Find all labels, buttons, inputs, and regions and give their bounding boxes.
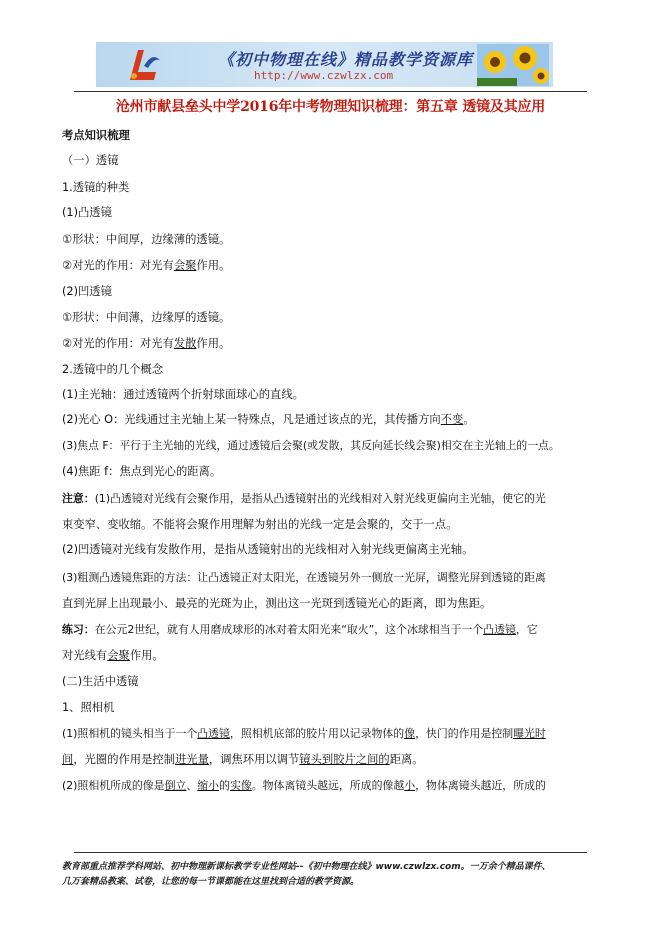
text-run: 的 — [219, 779, 230, 792]
text-line — [62, 491, 546, 507]
header-rule — [74, 91, 587, 92]
text-run: 作用。 — [196, 337, 231, 350]
text-run: ，照相机底部的胶片用以记录物体的 — [229, 727, 405, 740]
text-run: 对光线有 — [62, 649, 108, 662]
document-title: 沧州市献县垒头中学2016年中考物理知识梳理：第五章 透镜及其应用 — [115, 99, 546, 115]
text-run: ②对光的作用：对光有 — [62, 259, 174, 272]
text-run: (1)凸透镜对光线有会聚作用，是指从凸透镜射出的光线相对入射光线更偏向主光轴，使它的光 — [94, 492, 546, 505]
underlined-answer: 凸透镜 — [197, 727, 230, 740]
text-line — [62, 336, 230, 352]
site-logo — [124, 46, 162, 84]
text-run: ，光圈的作用是控制 — [73, 753, 175, 766]
text-line: （一）透镜 — [62, 154, 119, 167]
exercise-label: 练习： — [62, 623, 95, 636]
underlined-answer: 凸透镜 — [483, 623, 516, 636]
text-line: 束变窄、变收缩。不能将会聚作用理解为射出的光线一定是会聚的，交于一点。 — [62, 518, 458, 531]
text-line — [62, 412, 475, 428]
banner-url[interactable]: http://www.czwlzx.com — [254, 69, 394, 82]
underlined-answer: 像 — [404, 727, 416, 740]
text-line: (2)凹透镜 — [62, 285, 112, 298]
underlined-answer: 实像 — [229, 779, 252, 792]
text-line — [62, 622, 538, 638]
underlined-answer: 进光量 — [175, 753, 209, 766]
underlined-answer: 倒立 — [164, 779, 187, 792]
footer-line: 教育部重点推荐学科网站、初中物理新课标教学专业性网站--《初中物理在线》www.czwlzx.com。一万余个精品课件、 — [62, 862, 551, 872]
text-run: (1)照相机的镜头相当于一个 — [62, 727, 198, 740]
text-run: ，物体离镜头越近，所成的 — [415, 779, 546, 792]
text-line: (2)凹透镜对光线有发散作用，是指从透镜射出的光线相对入射光线更偏离主光轴。 — [62, 543, 474, 556]
underlined-answer: 发散 — [173, 337, 197, 350]
text-line — [62, 752, 424, 768]
text-run: ，调焦环用以调节 — [208, 753, 300, 766]
text-run: 。 — [463, 413, 475, 426]
text-run: 作用。 — [129, 649, 164, 662]
text-line: (二)生活中透镜 — [62, 675, 139, 688]
text-line: (4)焦距 f：焦点到光心的距离。 — [62, 465, 222, 478]
text-line — [62, 778, 546, 794]
page-footer — [62, 860, 602, 890]
underlined-answer: 镜头到胶片之间的 — [299, 753, 390, 766]
sunflower-image — [477, 44, 549, 86]
text-line: 2.透镜中的几个概念 — [62, 363, 164, 376]
underlined-answer: 曝光时 — [513, 727, 546, 740]
text-line: (1)凸透镜 — [62, 206, 112, 219]
banner-title: 《初中物理在线》精品教学资源库 — [218, 50, 474, 69]
text-line: 1、照相机 — [62, 701, 115, 714]
text-line: ①形状：中间薄，边缘厚的透镜。 — [62, 311, 231, 324]
text-run: ②对光的作用：对光有 — [62, 337, 174, 350]
underlined-answer: 间 — [62, 753, 74, 766]
text-line: 1.透镜的种类 — [62, 181, 130, 194]
note-label: 注意： — [62, 492, 95, 505]
text-run: ，快门的作用是控制 — [415, 727, 514, 740]
text-line — [62, 726, 546, 742]
text-line: ①形状：中间厚，边缘薄的透镜。 — [62, 233, 231, 246]
text-run: 作用。 — [196, 259, 231, 272]
underlined-answer: 不变 — [440, 413, 464, 426]
text-line: (1)主光轴：通过透镜两个折射球面球心的直线。 — [62, 388, 304, 401]
text-run: ，它 — [515, 623, 538, 636]
footer-rule — [74, 852, 587, 853]
text-run: 在公元2世纪，就有人用磨成球形的冰对着太阳光来“取火”，这个冰球相当于一个 — [94, 623, 484, 636]
text-line: (3)粗测凸透镜焦距的方法：让凸透镜正对太阳光，在透镜另外一侧放一光屏，调整光屏到透镜的距离 — [62, 571, 546, 584]
text-run: (2)光心 O：光线通过主光轴上某一特殊点，凡是通过该点的光，其传播方向 — [62, 413, 441, 426]
underlined-answer: 小 — [404, 779, 416, 792]
footer-line: 几万套精品教案、试卷，让您的每一节课都能在这里找到合适的教学资源。 — [62, 877, 360, 887]
text-line: 直到光屏上出现最小、最亮的光斑为止，测出这一光斑到透镜光心的距离，即为焦距。 — [62, 597, 492, 610]
underlined-answer: 会聚 — [107, 649, 130, 662]
underlined-answer: 缩小 — [197, 779, 220, 792]
text-run: 、 — [186, 779, 198, 792]
text-line: (3)焦点 F：平行于主光轴的光线，通过透镜后会聚(或发散，其反向延长线会聚)相交在主光轴上的一点。 — [62, 439, 560, 452]
site-banner — [96, 42, 553, 87]
underlined-answer: 会聚 — [173, 259, 197, 272]
text-line — [62, 648, 164, 664]
text-line — [62, 258, 230, 274]
section-heading: 考点知识梳理 — [62, 129, 130, 142]
text-run: 距离。 — [389, 753, 424, 766]
text-run: 。物体离镜头越远，所成的像越 — [251, 779, 405, 792]
text-run: (2)照相机所成的像是 — [62, 779, 165, 792]
